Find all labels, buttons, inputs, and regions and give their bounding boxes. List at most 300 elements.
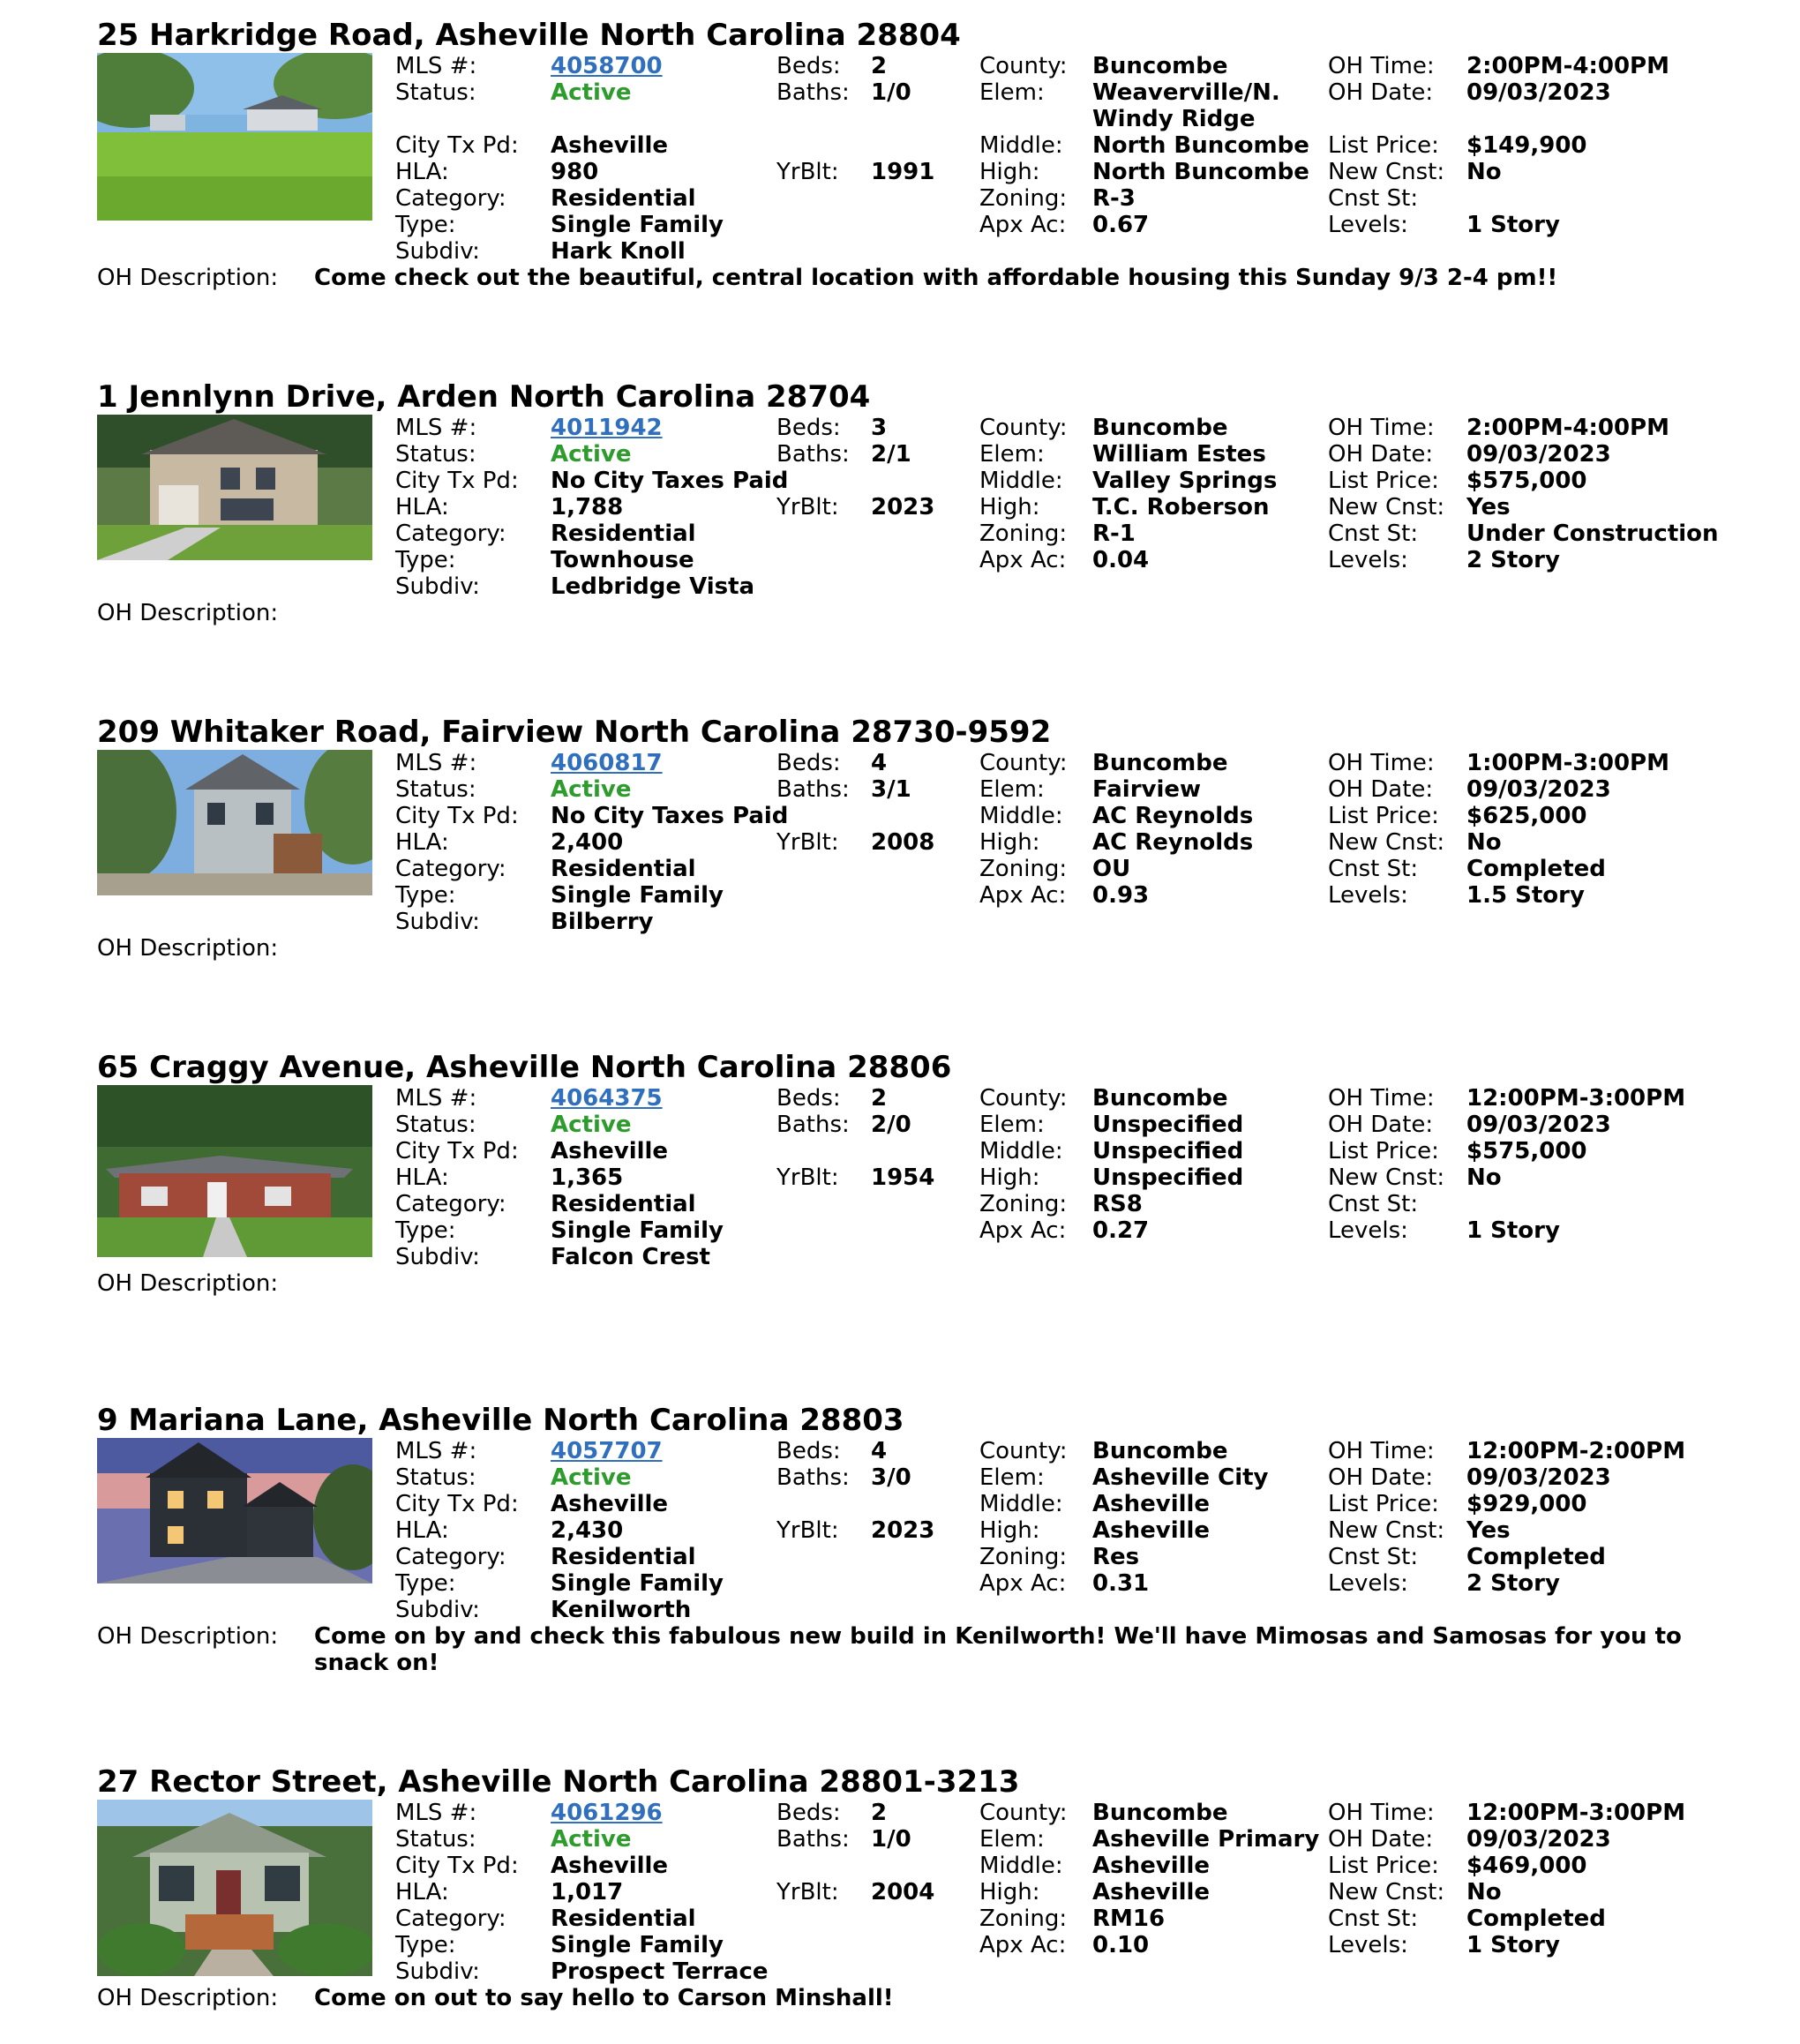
subdiv-value: Falcon Crest <box>551 1244 710 1270</box>
county-value: Buncombe <box>1092 1085 1228 1112</box>
row-hla <box>97 159 1774 185</box>
baths-label: Baths: <box>776 776 850 803</box>
new-cnst-value: No <box>1466 829 1502 856</box>
new-cnst-label: New Cnst: <box>1328 1879 1445 1905</box>
beds-label: Beds: <box>776 1085 841 1112</box>
mls-label: MLS #: <box>395 1438 477 1464</box>
new-cnst-value: No <box>1466 159 1502 185</box>
oh-time-label: OH Time: <box>1328 1800 1435 1826</box>
row-type <box>97 212 1774 238</box>
middle-label: Middle: <box>979 1853 1063 1879</box>
baths-label: Baths: <box>776 1112 850 1138</box>
oh-date-label: OH Date: <box>1328 441 1434 468</box>
category-label: Category: <box>395 1544 506 1570</box>
zoning-label: Zoning: <box>979 856 1068 882</box>
zoning-value: OU <box>1092 856 1131 882</box>
hla-value: 1,365 <box>551 1164 624 1191</box>
zoning-value: R-3 <box>1092 185 1136 212</box>
levels-value: 1 Story <box>1466 1932 1560 1958</box>
type-value: Single Family <box>551 1217 724 1244</box>
baths-label: Baths: <box>776 441 850 468</box>
row-category <box>97 520 1774 547</box>
baths-value: 2/0 <box>871 1112 911 1138</box>
city-tx-value: Asheville <box>551 1491 669 1517</box>
beds-label: Beds: <box>776 415 841 441</box>
oh-date-value: 09/03/2023 <box>1466 1464 1611 1491</box>
yrblt-value: 1954 <box>871 1164 935 1191</box>
list-price-label: List Price: <box>1328 1853 1439 1879</box>
type-value: Townhouse <box>551 547 694 573</box>
middle-label: Middle: <box>979 468 1063 494</box>
city-tx-label: City Tx Pd: <box>395 1853 519 1879</box>
beds-label: Beds: <box>776 1438 841 1464</box>
oh-description-value: Come check out the beautiful, central location with affordable housing this Sunday 9/3 2-4 pm!! <box>314 265 1558 291</box>
listing <box>97 1403 1774 1694</box>
cnst-st-value: Completed <box>1466 856 1606 882</box>
category-value: Residential <box>551 856 696 882</box>
middle-label: Middle: <box>979 803 1063 829</box>
row-status <box>97 441 1774 468</box>
zoning-label: Zoning: <box>979 1905 1068 1932</box>
row-subdiv <box>97 1958 1774 1985</box>
type-label: Type: <box>395 882 456 909</box>
status-value: Active <box>551 79 632 106</box>
zoning-value: RM16 <box>1092 1905 1166 1932</box>
oh-description-label: OH Description: <box>97 1270 279 1297</box>
apx-ac-label: Apx Ac: <box>979 547 1067 573</box>
levels-value: 1 Story <box>1466 212 1560 238</box>
row-city <box>97 1853 1774 1879</box>
county-value: Buncombe <box>1092 53 1228 79</box>
city-tx-value: Asheville <box>551 1138 669 1164</box>
row-status <box>97 1826 1774 1853</box>
oh-time-value: 12:00PM-3:00PM <box>1466 1085 1686 1112</box>
county-value: Buncombe <box>1092 750 1228 776</box>
row-category <box>97 1905 1774 1932</box>
city-tx-label: City Tx Pd: <box>395 468 519 494</box>
list-price-value: $469,000 <box>1466 1853 1587 1879</box>
elem-label: Elem: <box>979 79 1045 106</box>
elem-label: Elem: <box>979 1464 1045 1491</box>
subdiv-label: Subdiv: <box>395 1597 480 1623</box>
oh-description-label: OH Description: <box>97 265 279 291</box>
listing-address: 25 Harkridge Road, Asheville North Carolina 28804 <box>97 18 961 53</box>
apx-ac-label: Apx Ac: <box>979 1570 1067 1597</box>
status-value: Active <box>551 1464 632 1491</box>
beds-label: Beds: <box>776 750 841 776</box>
cnst-st-value: Completed <box>1466 1905 1606 1932</box>
category-label: Category: <box>395 185 506 212</box>
zoning-value: Res <box>1092 1544 1140 1570</box>
oh-description-label: OH Description: <box>97 600 279 626</box>
category-value: Residential <box>551 185 696 212</box>
levels-value: 1.5 Story <box>1466 882 1585 909</box>
row-city <box>97 803 1774 829</box>
elem-value: Unspecified <box>1092 1112 1244 1138</box>
subdiv-label: Subdiv: <box>395 909 480 935</box>
city-tx-value: Asheville <box>551 1853 669 1879</box>
listing <box>97 379 1774 644</box>
row-subdiv <box>97 573 1774 600</box>
middle-value: Valley Springs <box>1092 468 1278 494</box>
middle-value: Unspecified <box>1092 1138 1244 1164</box>
new-cnst-label: New Cnst: <box>1328 1164 1445 1191</box>
zoning-label: Zoning: <box>979 185 1068 212</box>
cnst-st-label: Cnst St: <box>1328 520 1419 547</box>
category-label: Category: <box>395 1191 506 1217</box>
oh-time-label: OH Time: <box>1328 750 1435 776</box>
elem-value: Asheville Primary <box>1092 1826 1320 1853</box>
levels-label: Levels: <box>1328 1570 1408 1597</box>
category-label: Category: <box>395 1905 506 1932</box>
mls-label: MLS #: <box>395 750 477 776</box>
oh-time-label: OH Time: <box>1328 1438 1435 1464</box>
row-mls <box>97 53 1774 79</box>
apx-ac-label: Apx Ac: <box>979 1932 1067 1958</box>
county-label: County: <box>979 1800 1068 1826</box>
beds-label: Beds: <box>776 1800 841 1826</box>
new-cnst-label: New Cnst: <box>1328 494 1445 520</box>
row-city <box>97 1138 1774 1164</box>
high-label: High: <box>979 494 1040 520</box>
new-cnst-label: New Cnst: <box>1328 1517 1445 1544</box>
oh-date-label: OH Date: <box>1328 1826 1434 1853</box>
status-value: Active <box>551 441 632 468</box>
row-status <box>97 776 1774 803</box>
type-value: Single Family <box>551 882 724 909</box>
hla-value: 2,430 <box>551 1517 624 1544</box>
city-tx-label: City Tx Pd: <box>395 1138 519 1164</box>
county-label: County: <box>979 1085 1068 1112</box>
elem-label: Elem: <box>979 1112 1045 1138</box>
row-subdiv <box>97 1597 1774 1623</box>
oh-date-label: OH Date: <box>1328 1464 1434 1491</box>
yrblt-value: 2004 <box>871 1879 935 1905</box>
city-tx-value: No City Taxes Paid <box>551 803 789 829</box>
row-elem-cont <box>97 106 1774 132</box>
listing <box>97 715 1774 979</box>
status-value: Active <box>551 1112 632 1138</box>
apx-ac-value: 0.93 <box>1092 882 1150 909</box>
category-value: Residential <box>551 520 696 547</box>
city-tx-label: City Tx Pd: <box>395 1491 519 1517</box>
row-type <box>97 1570 1774 1597</box>
list-price-value: $575,000 <box>1466 1138 1587 1164</box>
oh-time-value: 12:00PM-2:00PM <box>1466 1438 1686 1464</box>
listing-address: 1 Jennlynn Drive, Arden North Carolina 28704 <box>97 379 871 415</box>
beds-value: 4 <box>871 1438 888 1464</box>
levels-label: Levels: <box>1328 547 1408 573</box>
listing-address: 209 Whitaker Road, Fairview North Carolina 28730-9592 <box>97 715 1052 750</box>
county-value: Buncombe <box>1092 1800 1228 1826</box>
hla-label: HLA: <box>395 1164 449 1191</box>
levels-label: Levels: <box>1328 1217 1408 1244</box>
list-price-value: $149,900 <box>1466 132 1587 159</box>
yrblt-value: 2023 <box>871 494 935 520</box>
new-cnst-value: No <box>1466 1164 1502 1191</box>
row-subdiv <box>97 1244 1774 1270</box>
yrblt-label: YrBlt: <box>776 1164 839 1191</box>
oh-time-label: OH Time: <box>1328 415 1435 441</box>
middle-value: Asheville <box>1092 1491 1211 1517</box>
mls-link[interactable]: 4058700 <box>551 53 663 79</box>
listing <box>97 18 1774 300</box>
row-status <box>97 1464 1774 1491</box>
zoning-label: Zoning: <box>979 1191 1068 1217</box>
status-label: Status: <box>395 1464 476 1491</box>
apx-ac-label: Apx Ac: <box>979 212 1067 238</box>
mls-link[interactable]: 4064375 <box>551 1085 663 1112</box>
row-mls <box>97 1085 1774 1112</box>
high-label: High: <box>979 1879 1040 1905</box>
hla-value: 1,017 <box>551 1879 624 1905</box>
subdiv-label: Subdiv: <box>395 1958 480 1985</box>
status-value: Active <box>551 1826 632 1853</box>
row-city <box>97 132 1774 159</box>
row-hla <box>97 494 1774 520</box>
type-value: Single Family <box>551 212 724 238</box>
zoning-label: Zoning: <box>979 1544 1068 1570</box>
row-category <box>97 185 1774 212</box>
category-label: Category: <box>395 856 506 882</box>
subdiv-label: Subdiv: <box>395 573 480 600</box>
list-price-label: List Price: <box>1328 468 1439 494</box>
type-label: Type: <box>395 212 456 238</box>
type-label: Type: <box>395 1932 456 1958</box>
baths-value: 1/0 <box>871 1826 911 1853</box>
oh-time-label: OH Time: <box>1328 53 1435 79</box>
apx-ac-value: 0.31 <box>1092 1570 1150 1597</box>
status-label: Status: <box>395 79 476 106</box>
city-tx-value: Asheville <box>551 132 669 159</box>
levels-label: Levels: <box>1328 212 1408 238</box>
subdiv-value: Kenilworth <box>551 1597 692 1623</box>
oh-description-label: OH Description: <box>97 1623 279 1650</box>
levels-label: Levels: <box>1328 882 1408 909</box>
high-value: Asheville <box>1092 1879 1211 1905</box>
cnst-st-value: Under Construction <box>1466 520 1719 547</box>
type-value: Single Family <box>551 1932 724 1958</box>
mls-label: MLS #: <box>395 1085 477 1112</box>
hla-label: HLA: <box>395 1879 449 1905</box>
mls-link[interactable]: 4011942 <box>551 415 663 441</box>
county-label: County: <box>979 53 1068 79</box>
mls-label: MLS #: <box>395 1800 477 1826</box>
baths-value: 3/1 <box>871 776 911 803</box>
listing-address: 65 Craggy Avenue, Asheville North Carolina 28806 <box>97 1050 952 1085</box>
oh-date-label: OH Date: <box>1328 1112 1434 1138</box>
new-cnst-label: New Cnst: <box>1328 829 1445 856</box>
middle-value: Asheville <box>1092 1853 1211 1879</box>
oh-time-value: 12:00PM-3:00PM <box>1466 1800 1686 1826</box>
category-value: Residential <box>551 1905 696 1932</box>
oh-time-label: OH Time: <box>1328 1085 1435 1112</box>
elem-label: Elem: <box>979 776 1045 803</box>
listing <box>97 1050 1774 1314</box>
hla-value: 1,788 <box>551 494 624 520</box>
elem-value: Asheville City <box>1092 1464 1269 1491</box>
subdiv-value: Hark Knoll <box>551 238 686 265</box>
hla-value: 980 <box>551 159 599 185</box>
apx-ac-value: 0.04 <box>1092 547 1150 573</box>
oh-date-value: 09/03/2023 <box>1466 441 1611 468</box>
mls-link[interactable]: 4057707 <box>551 1438 663 1464</box>
yrblt-label: YrBlt: <box>776 829 839 856</box>
high-label: High: <box>979 1164 1040 1191</box>
baths-label: Baths: <box>776 79 850 106</box>
high-value: Asheville <box>1092 1517 1211 1544</box>
oh-date-value: 09/03/2023 <box>1466 79 1611 106</box>
county-label: County: <box>979 1438 1068 1464</box>
middle-label: Middle: <box>979 1138 1063 1164</box>
hla-label: HLA: <box>395 159 449 185</box>
subdiv-value: Bilberry <box>551 909 654 935</box>
type-value: Single Family <box>551 1570 724 1597</box>
cnst-st-value: Completed <box>1466 1544 1606 1570</box>
subdiv-label: Subdiv: <box>395 238 480 265</box>
list-price-label: List Price: <box>1328 803 1439 829</box>
county-label: County: <box>979 415 1068 441</box>
list-price-value: $929,000 <box>1466 1491 1587 1517</box>
subdiv-label: Subdiv: <box>395 1244 480 1270</box>
high-value: T.C. Roberson <box>1092 494 1270 520</box>
cnst-st-label: Cnst St: <box>1328 1544 1419 1570</box>
elem-value-cont: Windy Ridge <box>1092 106 1256 132</box>
new-cnst-value: Yes <box>1466 494 1511 520</box>
row-hla <box>97 1517 1774 1544</box>
row-city <box>97 1491 1774 1517</box>
middle-value: AC Reynolds <box>1092 803 1254 829</box>
apx-ac-label: Apx Ac: <box>979 1217 1067 1244</box>
middle-label: Middle: <box>979 1491 1063 1517</box>
oh-date-value: 09/03/2023 <box>1466 1826 1611 1853</box>
oh-time-value: 2:00PM-4:00PM <box>1466 53 1669 79</box>
county-label: County: <box>979 750 1068 776</box>
beds-value: 4 <box>871 750 888 776</box>
row-type <box>97 1932 1774 1958</box>
beds-value: 2 <box>871 1085 888 1112</box>
high-label: High: <box>979 159 1040 185</box>
high-value: AC Reynolds <box>1092 829 1254 856</box>
yrblt-value: 2023 <box>871 1517 935 1544</box>
mls-link[interactable]: 4060817 <box>551 750 663 776</box>
mls-label: MLS #: <box>395 415 477 441</box>
apx-ac-value: 0.67 <box>1092 212 1150 238</box>
row-type <box>97 1217 1774 1244</box>
status-label: Status: <box>395 776 476 803</box>
high-value: Unspecified <box>1092 1164 1244 1191</box>
baths-label: Baths: <box>776 1464 850 1491</box>
middle-label: Middle: <box>979 132 1063 159</box>
baths-label: Baths: <box>776 1826 850 1853</box>
oh-date-value: 09/03/2023 <box>1466 776 1611 803</box>
yrblt-label: YrBlt: <box>776 159 839 185</box>
apx-ac-label: Apx Ac: <box>979 882 1067 909</box>
list-price-value: $625,000 <box>1466 803 1587 829</box>
status-label: Status: <box>395 1826 476 1853</box>
zoning-label: Zoning: <box>979 520 1068 547</box>
row-subdiv <box>97 909 1774 935</box>
row-type <box>97 882 1774 909</box>
row-subdiv <box>97 238 1774 265</box>
row-hla <box>97 1164 1774 1191</box>
list-price-label: List Price: <box>1328 1138 1439 1164</box>
yrblt-value: 2008 <box>871 829 935 856</box>
elem-label: Elem: <box>979 1826 1045 1853</box>
hla-value: 2,400 <box>551 829 624 856</box>
yrblt-label: YrBlt: <box>776 494 839 520</box>
category-value: Residential <box>551 1544 696 1570</box>
high-label: High: <box>979 829 1040 856</box>
baths-value: 2/1 <box>871 441 911 468</box>
county-value: Buncombe <box>1092 1438 1228 1464</box>
new-cnst-value: No <box>1466 1879 1502 1905</box>
yrblt-value: 1991 <box>871 159 935 185</box>
zoning-value: RS8 <box>1092 1191 1143 1217</box>
beds-label: Beds: <box>776 53 841 79</box>
cnst-st-label: Cnst St: <box>1328 185 1419 212</box>
row-category <box>97 1191 1774 1217</box>
status-label: Status: <box>395 441 476 468</box>
oh-time-value: 2:00PM-4:00PM <box>1466 415 1669 441</box>
subdiv-value: Ledbridge Vista <box>551 573 755 600</box>
row-status <box>97 79 1774 106</box>
new-cnst-label: New Cnst: <box>1328 159 1445 185</box>
row-hla <box>97 829 1774 856</box>
city-tx-label: City Tx Pd: <box>395 132 519 159</box>
oh-description-label: OH Description: <box>97 1985 279 2011</box>
oh-description-value: Come on by and check this fabulous new build in Kenilworth! We'll have Mimosas and Samosas for you to snack on! <box>314 1623 1682 1676</box>
list-price-value: $575,000 <box>1466 468 1587 494</box>
high-label: High: <box>979 1517 1040 1544</box>
county-value: Buncombe <box>1092 415 1228 441</box>
high-value: North Buncombe <box>1092 159 1309 185</box>
oh-description-label: OH Description: <box>97 935 279 962</box>
row-mls <box>97 750 1774 776</box>
baths-value: 1/0 <box>871 79 911 106</box>
new-cnst-value: Yes <box>1466 1517 1511 1544</box>
cnst-st-label: Cnst St: <box>1328 1191 1419 1217</box>
category-label: Category: <box>395 520 506 547</box>
type-label: Type: <box>395 1217 456 1244</box>
oh-date-value: 09/03/2023 <box>1466 1112 1611 1138</box>
listing-address: 9 Mariana Lane, Asheville North Carolina 28803 <box>97 1403 904 1438</box>
city-tx-value: No City Taxes Paid <box>551 468 789 494</box>
elem-value: Fairview <box>1092 776 1202 803</box>
hla-label: HLA: <box>395 829 449 856</box>
elem-value: Weaverville/N. <box>1092 79 1280 106</box>
type-label: Type: <box>395 547 456 573</box>
row-type <box>97 547 1774 573</box>
cnst-st-label: Cnst St: <box>1328 1905 1419 1932</box>
baths-value: 3/0 <box>871 1464 911 1491</box>
status-value: Active <box>551 776 632 803</box>
middle-value: North Buncombe <box>1092 132 1309 159</box>
category-value: Residential <box>551 1191 696 1217</box>
elem-label: Elem: <box>979 441 1045 468</box>
oh-description-value: Come on out to say hello to Carson Minshall! <box>314 1985 894 2011</box>
levels-value: 1 Story <box>1466 1217 1560 1244</box>
row-category <box>97 1544 1774 1570</box>
oh-date-label: OH Date: <box>1328 79 1434 106</box>
row-mls <box>97 1800 1774 1826</box>
mls-link[interactable]: 4061296 <box>551 1800 663 1826</box>
yrblt-label: YrBlt: <box>776 1517 839 1544</box>
beds-value: 2 <box>871 53 888 79</box>
hla-label: HLA: <box>395 494 449 520</box>
listing <box>97 1764 1774 2038</box>
row-hla <box>97 1879 1774 1905</box>
